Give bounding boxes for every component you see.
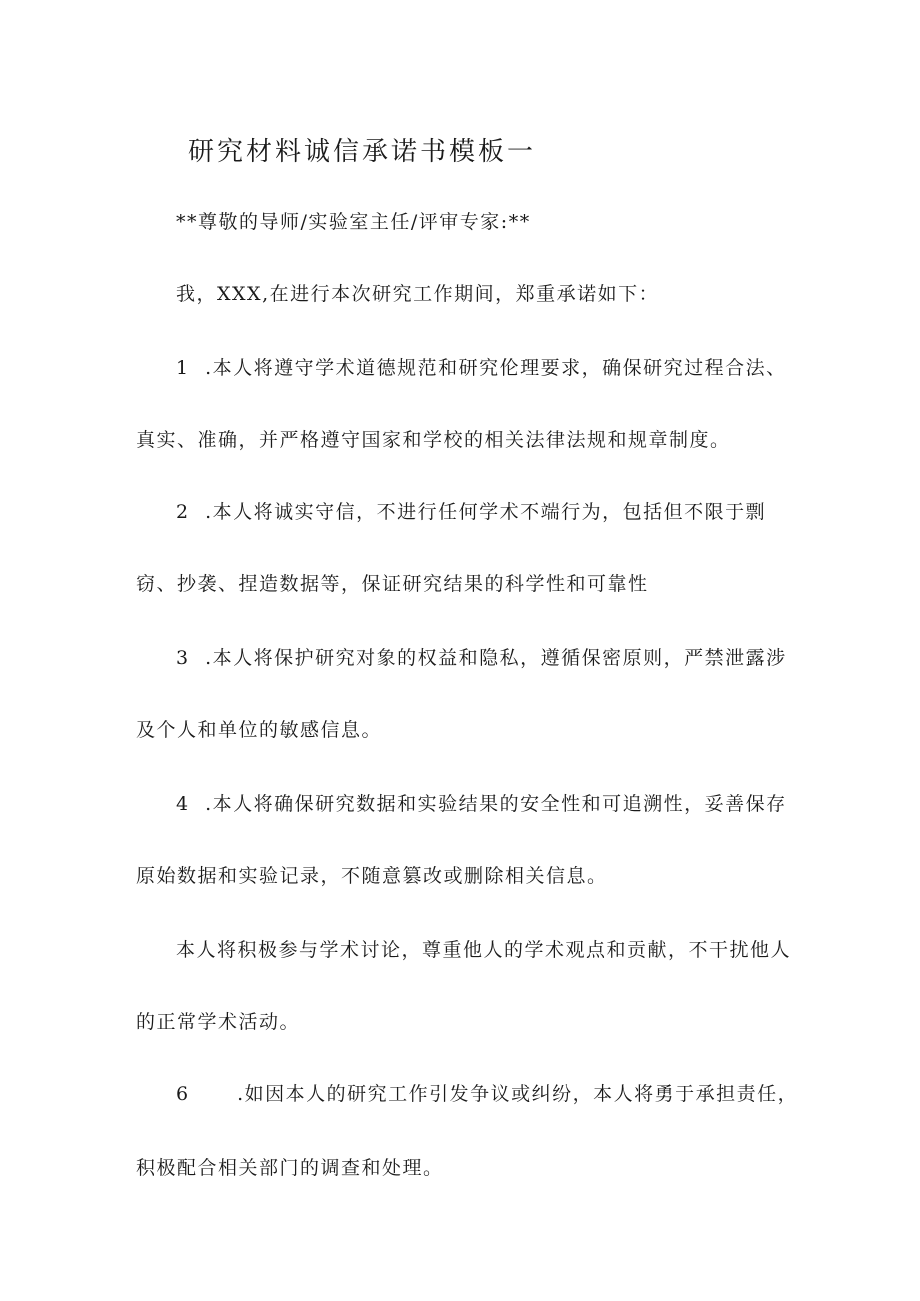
item-2-number: 2 [176, 501, 190, 523]
item-6-line-1 [176, 1082, 798, 1106]
item-6-text: .如因本人的研究工作引发争议或纠纷，本人将勇于承担责任， [237, 1083, 799, 1105]
item-4-number: 4 [176, 793, 190, 815]
item-6-line-2: 积极配合相关部门的调查和处理。 [136, 1157, 444, 1179]
item-5-line-2: 的正常学术活动。 [136, 1011, 301, 1033]
item-4-line-1 [176, 792, 787, 816]
item-3-text: .本人将保护研究对象的权益和隐私，遵循保密原则，严禁泄露涉 [205, 647, 787, 669]
intro-paragraph: 我，XXX,在进行本次研究工作期间，郑重承诺如下： [176, 283, 660, 305]
item-3-line-1 [176, 646, 787, 670]
item-1-text: .本人将遵守学术道德规范和研究伦理要求，确保研究过程合法、 [205, 357, 787, 379]
item-3-line-2: 及个人和单位的敏感信息。 [136, 719, 383, 741]
item-6-number: 6 [176, 1083, 190, 1105]
item-1-line-1 [176, 356, 787, 380]
item-2-line-2: 窃、抄袭、捏造数据等，保证研究结果的科学性和可靠性 [136, 573, 649, 595]
item-4-text: .本人将确保研究数据和实验结果的安全性和可追溯性，妥善保存 [205, 793, 787, 815]
item-1-line-2: 真实、准确，并严格遵守国家和学校的相关法律法规和规章制度。 [136, 429, 731, 451]
item-5-line-1: 本人将积极参与学术讨论，尊重他人的学术观点和贡献，不干扰他人 [176, 939, 792, 961]
item-1-number: 1 [176, 357, 190, 379]
item-3-number: 3 [176, 647, 190, 669]
item-2-line-1 [176, 500, 766, 524]
salutation: **尊敬的导师/实验室主任/评审专家:** [176, 211, 531, 233]
item-2-text: .本人将诚实守信，不进行任何学术不端行为，包括但不限于剽 [205, 501, 767, 523]
document-title: 研究材料诚信承诺书模板一 [188, 137, 537, 167]
item-4-line-2: 原始数据和实验记录，不随意篡改或删除相关信息。 [136, 865, 608, 887]
